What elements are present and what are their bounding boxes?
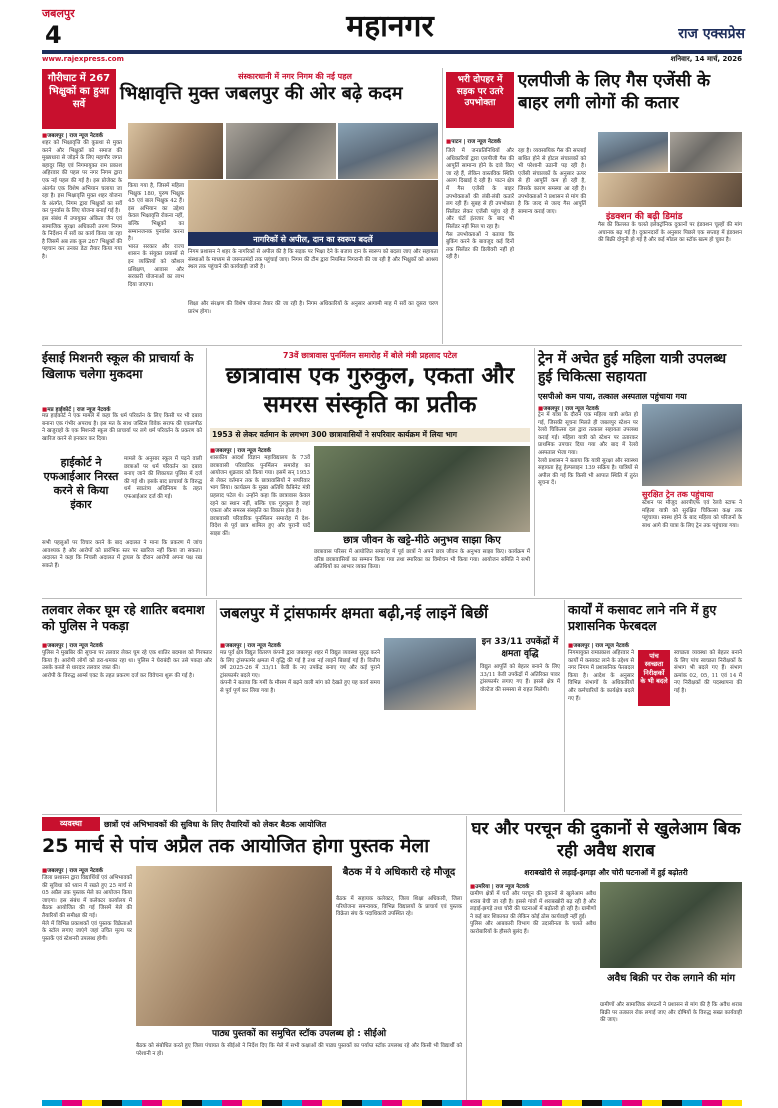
begging-photo-1 [128,123,223,179]
rule-row1-a [206,348,207,596]
gas-col1: जिले में जनप्रतिनिधियों और अधिकारियों द्वारा एलपीजी गैस की आपूर्ति सामान्य होने के दावे किए जा रहे हैं, लेकिन वास्तविक स्थिति अलग दिखाई दे रही है। पाटन क्षेत्र में गैस एजेंसी के बाहर उपभोक्ताओं की लंबी-लंबी कतारें लग रही हैं। सुबह से ही उपभोक्ता सिलेंडर लेकर एजेंसी पहुंच रहे हैं और घंटों इंतजार के बाद भी सिलेंडर नहीं मिल पा रहा है। गैस उपभोक्ताओं ने बताया कि बुकिंग करने के बावजूद कई दिनों तक सिलेंडर की डिलीवरी नहीं हो रही है। [446,148,514,261]
begging-kicker: संस्कारधानी में नगर निगम की नई पहल [238,72,352,81]
rule-row-1 [42,345,742,346]
bookfair-body: जिला प्रशासन द्वारा विद्यार्थियों एवं अभिभावकों की सुविधा को ध्यान में रखते हुए 25 मार्च से 05 अप्रैल तक पुस्तक मेले का आयोजन किया जाएगा। इस संबंध में कलेक्टर कार्यालय में बैठक आयोजित की गई जिसमें मेले की तैयारियों की समीक्षा की गई। मेले में विभिन्न प्रकाशकों एवं पुस्तक विक्रेताओं के स्टॉल लगाए जाएंगे जहां उचित मूल्य पर पुस्तकें एवं स्टेशनरी उपलब्ध होगी। [42,875,132,942]
bookfair-side-body: बैठक में सहायक कलेक्टर, जिला शिक्षा अधिकारी, जिला परियोजना समन्वयक, विभिन्न विद्यालयों के प्राचार्य एवं पुस्तक विक्रेता संघ के पदाधिकारी उपस्थित रहे। [336,896,464,918]
date-line: शनिवार, 14 मार्च, 2026 [670,55,742,63]
power-body: मप्र पूर्व क्षेत्र विद्युत वितरण कंपनी द्वारा जबलपुर शहर में विद्युत व्यवस्था सुदृढ़ करने के लिए ट्रांसफार्मर क्षमता में वृद्धि की गई है तथा नई लाइनें बिछाई गई हैं। वित्तीय वर्ष 2025-26 में 33/11 केवी के नए उपकेंद्र बनाए गए और कई पुराने ट्रांसफार्मर बदले गए। कंपनी ने बताया कि गर्मी के मौसम में बढ़ने वाली मांग को देखते हुए यह कार्य समय से पूर्व पूर्ण कर लिया गया है। [220,650,380,694]
color-strip [42,1100,742,1106]
bookfair-side-head: बैठक में ये अधिकारी रहे मौजूद [342,867,456,878]
website[interactable]: www.rajexpress.com [42,55,124,63]
begging-side-box: गौरीघाट में 267 भिक्षुकों का हुआ सर्वे [42,69,116,129]
rule-row-2 [42,598,742,599]
admin-side-box: पांच स्वच्छता निरीक्षकों के भी बदले [638,650,670,706]
admin-byline: ■ जबलपुर | राज न्यूज नेटवर्क [568,641,668,649]
train-byline: ■ जबलपुर | राज न्यूज नेटवर्क [538,404,638,412]
train-photo-text: स्टेशन पर मौजूद आरपीएफ एवं रेलवे स्टाफ ने महिला यात्री को सुरक्षित चिकित्सा कक्ष तक पहुंचाया। स्वस्थ होने के बाद महिला को परिजनों के साथ आगे की यात्रा के लिए ट्रेन तक पहुंचाया गया। [642,500,744,529]
school-para1: मप्र हाईकोर्ट ने एक मामले में कहा कि धर्म परिवर्तन के लिए किसी पर भी दबाव बनाना एक गंभीर अपराध है। इस मत के साथ जस्टिस विवेक सराफ की एकलपीठ ने खजुराहो के एक मिशनरी स्कूल की प्राचार्या पर लगे धर्म परिवर्तन के प्रकरण को खारिज करने से इनकार कर दिया। [42,413,204,442]
bookfair-photo-text: बैठक को संबोधित करते हुए जिला पंचायत के सीईओ ने निर्देश दिए कि मेले में सभी कक्षाओं की पाठ्य पुस्तकों का पर्याप्त स्टॉक उपलब्ध रहे और किसी भी विद्यार्थी को परेशानी न हो। [136,1043,464,1057]
hostel-kicker: 73वें छात्रावास पुनर्मिलन समारोह में बोले मंत्री प्रहलाद पटेल [282,351,458,360]
train-photo-caption: सुरक्षित ट्रेन तक पहुंचाया [642,490,714,499]
hostel-subhead: 1953 से लेकर वर्तमान के लगभग 300 छात्रावासियों ने सपरिवार कार्यक्रम में लिया भाग [212,430,457,439]
begging-photo-3 [338,123,438,179]
power-byline: ■ जबलपुर | राज न्यूज नेटवर्क [220,641,320,649]
city-label: जबलपुर [42,7,75,20]
hostel-col1: शासकीय आदर्श विज्ञान महाविद्यालय के 73वें छात्रावासी परिवारिक पुनर्मिलन समारोह का आयोजन शुक्रवार को किया गया। इसमें सन् 1953 से लेकर वर्तमान तक के छात्रावासियों ने सपरिवार भाग लिया। कार्यक्रम के मुख्य अतिथि कैबिनेट मंत्री प्रहलाद पटेल थे। उन्होंने कहा कि छात्रावास केवल रहने का स्थान नहीं, बल्कि एक गुरुकुल है जहां एकता और समरस संस्कृति का विकास होता है। छात्रावासी परिवारिक पुनर्मिलन समारोह में देश-विदेश से पूर्व छात्र शामिल हुए और पुरानी यादें साझा कीं। [210,455,310,537]
liquor-photo-caption: अवैध बिक्री पर रोक लगाने की मांग [607,973,735,984]
begging-photo-4 [188,180,438,232]
gas-col2: रहा है। व्यवसायिक गैस की सप्लाई बाधित होने से होटल संचालकों को भी परेशानी उठानी पड़ रही है। एजेंसी संचालकों के अनुसार ऊपर से ही आपूर्ति कम हो रही है, जिसके कारण समस्या आ रही है। उपभोक्ताओं ने प्रशासन से मांग की है कि जल्द से जल्द गैस आपूर्ति सामान्य कराई जाए। [518,148,588,215]
rule-row1-b [534,348,535,596]
liquor-byline: ■ उमरिया | राज न्यूज नेटवर्क [470,882,580,890]
hostel-headline: छात्रावास एक गुरुकुल, एकता और समरस संस्कृति का प्रतीक [225,363,515,418]
begging-col1: शहर को भिक्षावृत्ति की कुप्रथा से मुक्त करने और भिक्षुकों को समाज की मुख्यधारा से जोड़ने के लिए महापौर जगत बहादुर सिंह एवं निगमायुक्त राम प्रकाश अहिरवार की पहल पर नगर निगम द्वारा एक नई पहल की गई है। इस प्रोजेक्ट के अंतर्गत एक विशेष अभियान चलाया जा रहा है। इस भिक्षावृत्ति मुक्त शहर योजना के अंतर्गत, निगम द्वारा भिक्षुकों का सर्वे कर पुनर्वास के लिए योजना बनाई गई है। इस संबंध में उपायुक्त अंकिता जैन एवं सामाजिक सुरक्षा अधिकारी तरुण निगम के निर्देशन में सर्वे का कार्य किया जा रहा है जिसमें अब तक कुल 267 भिक्षुकों की पहचान कर उनका डेटा तैयार किया गया है। [42,140,122,260]
bookfair-headline: 25 मार्च से पांच अप्रैल तक आयोजित होगा पुस्तक मेला [42,835,430,857]
train-headline: ट्रेन में अचेत हुई महिला यात्री उपलब्ध हुई चिकित्सा सहायता [538,351,727,385]
school-para3: सभी पहलुओं पर विचार करने के बाद अदालत ने माना कि प्रकरण में जांच आवश्यक है और आरोपों को प्रारंभिक स्तर पर खारिज नहीं किया जा सकता। अदालत ने कहा कि निचली अदालत में ट्रायल के दौरान आरोपी अपना पक्ष रख सकते हैं। [42,540,204,569]
bookfair-byline: ■ जबलपुर | राज न्यूज नेटवर्क [42,866,142,874]
top-rule [42,50,742,54]
gas-photo-2 [670,132,742,172]
gas-photo-1 [598,132,668,172]
liquor-headline: घर और परचून की दुकानों से खुलेआम बिक रही अवैध शराब [471,819,741,861]
gas-side-box: भरी दोपहर में सड़क पर उतरे उपभोक्ता [446,72,514,128]
liquor-photo [600,882,742,968]
page-number: 4 [45,21,62,49]
gas-photo-caption: इंडक्शन की बढ़ी डिमांड [606,212,683,222]
paper-name: राज एक्सप्रेस [678,26,745,42]
admin-body: निगमायुक्त रामप्रकाश अहिरवार ने कार्यों में कसावट लाने के उद्देश्य से नगर निगम में प्रशासनिक फेरबदल किया है। आदेश के अनुसार विभिन्न संभागों के अधिकारियों और कर्मचारियों के कार्यक्षेत्र बदले गए हैं। [568,650,636,702]
gas-photo-text: गैस की किल्लत के चलते इलेक्ट्रॉनिक दुकानों पर इंडक्शन चूल्हों की मांग अचानक बढ़ गई है। दुकानदारों के अनुसार पिछले एक सप्ताह में इंडक्शन की बिक्री दोगुनी हो गई है और कई मॉडल का स्टॉक खत्म हो चुका है। [598,222,744,244]
school-headline: ईसाई मिशनरी स्कूल की प्राचार्या के खिलाफ चलेगा मुकदमा [42,351,194,381]
gas-photo-3 [598,173,742,207]
liquor-subhead: शराबखोरी से लड़ाई-झगड़ा और चोरी घटनाओं में हुई बढ़ोतरी [524,868,688,877]
begging-byline: ■ जबलपुर | राज न्यूज नेटवर्क [42,131,116,139]
hostel-photo-caption: छात्र जीवन के खट्टे-मीठे अनुभव साझा किए [343,535,501,546]
power-side-body: विद्युत आपूर्ति को बेहतर बनाने के लिए 33/11 केवी उपकेंद्रों में अतिरिक्त पावर ट्रांसफार्मर लगाए गए हैं। इससे क्षेत्र में वोल्टेज की समस्या से राहत मिलेगी। [480,664,562,693]
rule-row2-b [564,600,565,812]
hostel-photo-text: छात्रावास परिसर में आयोजित समारोह में पूर्व छात्रों ने अपने छात्र जीवन के अनुभव साझा किए। कार्यक्रम में वरिष्ठ छात्रावासियों का सम्मान किया गया तथा स्मारिका का विमोचन भी किया गया। आयोजन समिति ने सभी अतिथियों का आभार व्यक्त किया। [314,549,532,571]
knife-body: पुलिस ने मुखबिर की सूचना पर तलवार लेकर घूम रहे एक शातिर बदमाश को गिरफ्तार किया है। आरोपी लोगों को डरा-धमका रहा था। पुलिस ने घेराबंदी कर उसे पकड़ा और उसके कब्जे से धारदार तलवार जब्त की। आरोपी के विरुद्ध आर्म्स एक्ट के तहत प्रकरण दर्ज कर विवेचना शुरू की गई है। [42,650,212,679]
train-photo [642,404,742,486]
knife-byline: ■ जबलपुर | राज न्यूज नेटवर्क [42,641,142,649]
hostel-photo [314,446,530,532]
liquor-photo-text: ग्रामीणों और सामाजिक संगठनों ने प्रशासन से मांग की है कि अवैध शराब बिक्री पर तत्काल रोक लगाई जाए और दोषियों के विरुद्ध सख्त कार्यवाही की जाए। [600,1002,744,1024]
liquor-body: ग्रामीण क्षेत्रों में घरों और परचून की दुकानों से खुलेआम अवैध शराब बेची जा रही है। इससे गांवों में शराबखोरी बढ़ रही है और लड़ाई-झगड़े तथा चोरी की घटनाओं में बढ़ोतरी हो रही है। ग्रामीणों ने कई बार शिकायत की लेकिन कोई ठोस कार्यवाही नहीं हुई। पुलिस और आबकारी विभाग की उदासीनता के चलते अवैध कारोबारियों के हौसले बुलंद हैं। [470,891,596,935]
bookfair-kicker: छात्रों एवं अभिभावकों की सुविधा के लिए तैयारियों को लेकर बैठक आयोजित [104,820,327,829]
admin-headline: कार्यों में कसावट लाने ननि में हुए प्रशासनिक फेरबदल [568,602,717,633]
power-headline: जबलपुर में ट्रांसफार्मर क्षमता बढ़ी,नई लाइनें बिछीं [220,604,489,622]
knife-headline: तलवार लेकर घूम रहे शातिर बदमाश को पुलिस ने पकड़ा [42,602,205,633]
rule-row3-a [466,816,467,1100]
rule-top-mid [442,68,443,344]
school-para2: मामले के अनुसार स्कूल में पढ़ने वाली छात्राओं पर धर्म परिवर्तन का दबाव बनाए जाने की शिकायत पुलिस में दर्ज की गई थी। इसके बाद प्राचार्या के विरुद्ध धर्म स्वातंत्र्य अधिनियम के तहत एफआईआर दर्ज की गई। [124,456,204,500]
begging-headline: भिक्षावृत्ति मुक्त जबलपुर की ओर बढ़े कदम [120,83,403,104]
section-title: महानगर [346,9,434,44]
begging-photo-caption: नागरिकों से अपील, दान का स्वरूप बदलें [253,235,373,244]
begging-col4: शिक्षा और संरक्षण की विशेष योजना तैयार की जा रही है। निगम अधिकारियों के अनुसार आगामी माह में सर्वे का दूसरा चरण प्रारंभ होगा। [188,301,440,315]
masthead [0,0,778,66]
power-photo [384,638,476,710]
begging-col3: निगम प्रशासन ने शहर के नागरिकों से अपील की है कि सड़क पर भिक्षा देने के बजाय दान के स्वरूप को बदला जाए और सहायता संस्थाओं के माध्यम से जरूरतमंदों तक पहुंचाई जाए। निगम की टीम द्वारा नियमित निगरानी की जा रही है और भिक्षुकों को आश्रय स्थल तक पहुंचाने की कार्यवाही जारी है। [188,249,440,271]
bookfair-kicker-label: व्यवस्था [42,817,100,831]
school-byline: ■ मप्र हाईकोर्ट | राज न्यूज नेटवर्क [42,405,192,413]
bookfair-photo [136,866,332,1026]
hostel-byline: ■ जबलपुर | राज न्यूज नेटवर्क [210,446,320,454]
school-side-box: हाईकोर्ट ने एफआईआर निरस्त करने से किया इंकार [43,456,119,511]
gas-byline: ■ पाटन | राज न्यूज नेटवर्क [446,137,596,145]
begging-col2: किया गया है, जिसमें महिला भिक्षुक 180, पुरुष भिक्षुक 45 एवं बाल भिक्षुक 42 हैं। इस अभियान का उद्देश्य केवल भिक्षावृत्ति रोकना नहीं, बल्कि भिक्षुकों का सम्मानजनक पुनर्वास करना है। भारत सरकार और राज्य शासन के संयुक्त प्रयासों से इन व्यक्तियों को कौशल प्रशिक्षण, आवास और सरकारी योजनाओं का लाभ दिया जाएगा। [128,183,184,288]
power-side-head: इन 33/11 उपकेंद्रों में क्षमता वृद्धि [481,637,559,659]
gas-headline: एलपीजी के लिए गैस एजेंसी के बाहर लगी लोगों की कतार [518,71,711,113]
train-subhead: एसपीओ कम पाया, तत्काल अस्पताल पहुंचाया गया [538,392,687,401]
train-body: ट्रेन में यात्रा के दौरान एक महिला यात्री अचेत हो गई, जिसकी सूचना मिलते ही जबलपुर स्टेशन पर रेलवे चिकित्सा दल द्वारा तत्काल सहायता उपलब्ध कराई गई। महिला यात्री को स्टेशन पर उतारकर प्राथमिक उपचार दिया गया और बाद में रेलवे अस्पताल भेजा गया। रेलवे प्रशासन ने बताया कि यात्री सुरक्षा और स्वास्थ्य सहायता हेतु हेल्पलाइन 139 सक्रिय है। यात्रियों से अपील की गई कि किसी भी आपात स्थिति में तुरंत सूचना दें। [538,412,638,487]
rule-row2-a [216,600,217,812]
bookfair-photo-caption: पाठ्य पुस्तकों का समुचित स्टॉक उपलब्ध हो : सीईओ [211,1029,387,1039]
admin-side-body: स्वच्छता व्यवस्था को बेहतर बनाने के लिए पांच स्वच्छता निरीक्षकों के संभाग भी बदले गए हैं। संभाग क्रमांक 02, 05, 11 एवं 14 में नए निरीक्षकों की पदस्थापना की गई है। [674,650,744,694]
rule-row-3 [42,814,742,815]
begging-photo-2 [226,123,336,179]
